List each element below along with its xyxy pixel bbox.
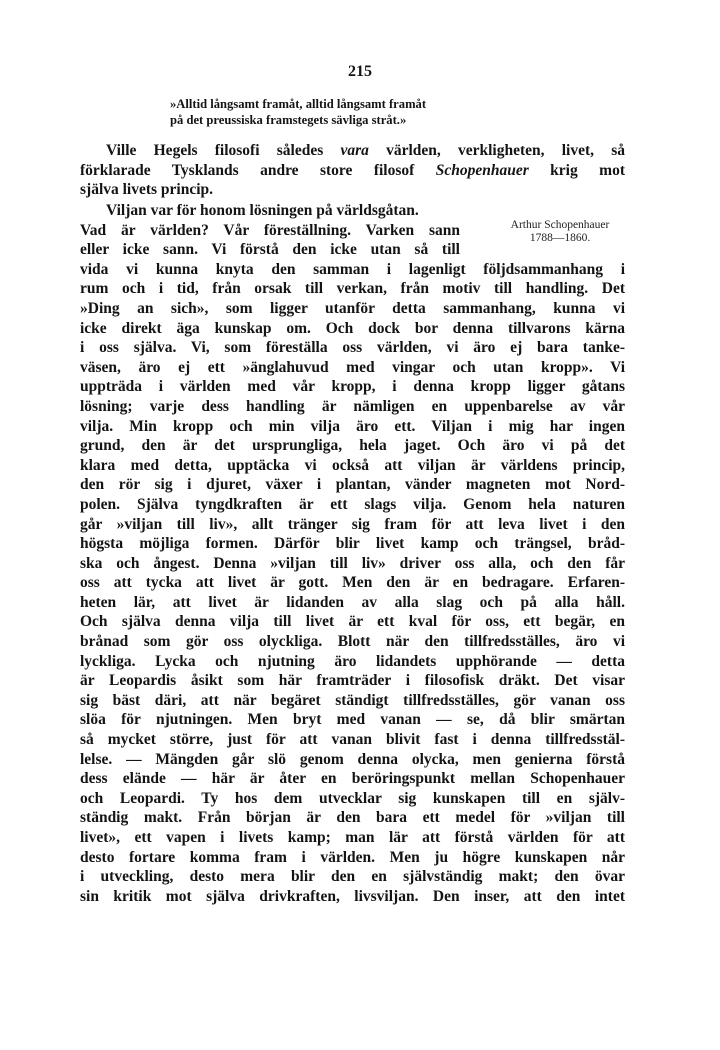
margin-note-name: Arthur Schopenhauer xyxy=(510,219,610,231)
text-line: sig bäst däri, att när begäret ständigt tillfredsställes, gör vanan oss xyxy=(80,691,625,709)
text-line: livet», ett vapen i livets kamp; man lär att förstå världen för att xyxy=(80,829,625,846)
text-line: Vad är världen? Vår föreställning. Varken sann xyxy=(80,221,460,239)
text-line: heten lär, att livet är lidanden av alla slag och på alla håll. xyxy=(80,593,625,611)
text-line: Viljan var för honom lösningen på världsgåtan. xyxy=(106,202,419,219)
text-line: högsta möjliga formen. Därför blir livet kamp och trängsel, bråd- xyxy=(80,535,625,553)
text-line: polen. Själva tyngdkraften är ett slags vilja. Genom hela naturen xyxy=(80,495,625,513)
epigraph xyxy=(170,96,570,128)
text-line: desto fortare komma fram i världen. Men ju högre kunskapen når xyxy=(80,848,625,866)
text-line: vida vi kunna knyta den samman i lagenligt följdsammanhang i xyxy=(80,260,625,278)
margin-note xyxy=(500,219,620,245)
text-line: själva livets princip. xyxy=(80,181,214,199)
text-line: Ville Hegels filosofi således vara världen, verkligheten, livet, så xyxy=(106,142,625,159)
paragraph-hegel-schopenhauer xyxy=(80,141,625,200)
text-line: sin kritik mot själva drivkraften, livsviljan. Den inser, att den intet xyxy=(80,887,625,905)
text-line: så mycket större, just för att vanan blivit fast i denna tillfredsstäl- xyxy=(80,731,625,749)
text-line: lyckliga. Lycka och njutning äro lidandets upphörande — detta xyxy=(80,652,625,670)
text-line: grund, den är det ursprungliga, hela jaget. Och äro vi på det xyxy=(80,437,625,455)
text-line: brånad som gör oss olyckliga. Blott när den tillfredsställes, äro vi xyxy=(80,633,625,651)
text-line: eller icke sann. Vi förstå den icke utan så till xyxy=(80,241,460,259)
margin-note-years: 1788—1860. xyxy=(529,232,591,244)
text-line: förklarade Tysklands andre store filosof Schopenhauer krig mot xyxy=(80,161,625,179)
page-number: 215 xyxy=(348,63,372,80)
text-line: går »viljan till liv», allt tränger sig fram för att leva livet i den xyxy=(80,515,625,533)
paragraph-viljan xyxy=(80,201,625,906)
text-line: i utveckling, desto mera blir den en självständig makt; den övar xyxy=(80,868,625,886)
text-line: lösning; varje dess handling är nämligen en uppenbarelse av vår xyxy=(80,397,625,415)
text-line: lelse. — Mängden går slö genom denna olycka, men genierna förstå xyxy=(80,750,625,768)
text-line: slöa för njutningen. Men bryt med vanan — se, då blir smärtan xyxy=(80,711,625,729)
text-line: och Leopardi. Ty hos dem utvecklar sig kunskapen till en själv- xyxy=(80,789,625,807)
text-line: uppträda i världen med vår kropp, i denna kropp ligger gåtans xyxy=(80,378,625,396)
text-line: den rör sig i djuret, växer i plantan, vänder magneten mot Nord- xyxy=(80,476,625,494)
text-line: klara med detta, upptäcka vi också att viljan är världens princip, xyxy=(80,456,625,474)
text-line: oss att tycka att livet är gott. Men den är en bedragare. Erfaren- xyxy=(80,574,625,592)
text-line: dess elände — här är åter en beröringspunkt mellan Schopenhauer xyxy=(80,770,625,788)
text-line: ständig makt. Från början är den bara ett medel för »viljan till xyxy=(80,809,625,827)
epigraph-line: »Alltid långsamt framåt, alltid långsamt framåt xyxy=(170,97,427,111)
text-line: ska och ångest. Denna »viljan till liv» driver oss alla, och den får xyxy=(80,554,625,572)
text-line: är Leopardis åsikt som här framträder i filosofisk dräkt. Det visar xyxy=(80,672,625,690)
epigraph-line: på det preussiska framstegets sävliga stråt.» xyxy=(170,113,407,127)
text-line: »Ding an sich», som ligger utanför detta sammanhang, kunna vi xyxy=(80,299,625,317)
text-line: i oss själva. Vi, som föreställa oss världen, vi äro ej bara tanke- xyxy=(80,339,625,357)
text-line: Och själva denna vilja till livet är ett kval för oss, ett begär, en xyxy=(80,613,625,631)
text-line: vilja. Min kropp och min vilja äro ett. Viljan i mig har ingen xyxy=(80,417,625,435)
text-line: väsen, äro ej ett »änglahuvud med vingar och utan kropp». Vi xyxy=(80,358,625,376)
text-line: rum och i tid, från orsak till verkan, från motiv till handling. Det xyxy=(80,280,625,298)
text-line: icke direkt äga kunskap om. Och dock bor denna tillvarons kärna xyxy=(80,319,625,337)
